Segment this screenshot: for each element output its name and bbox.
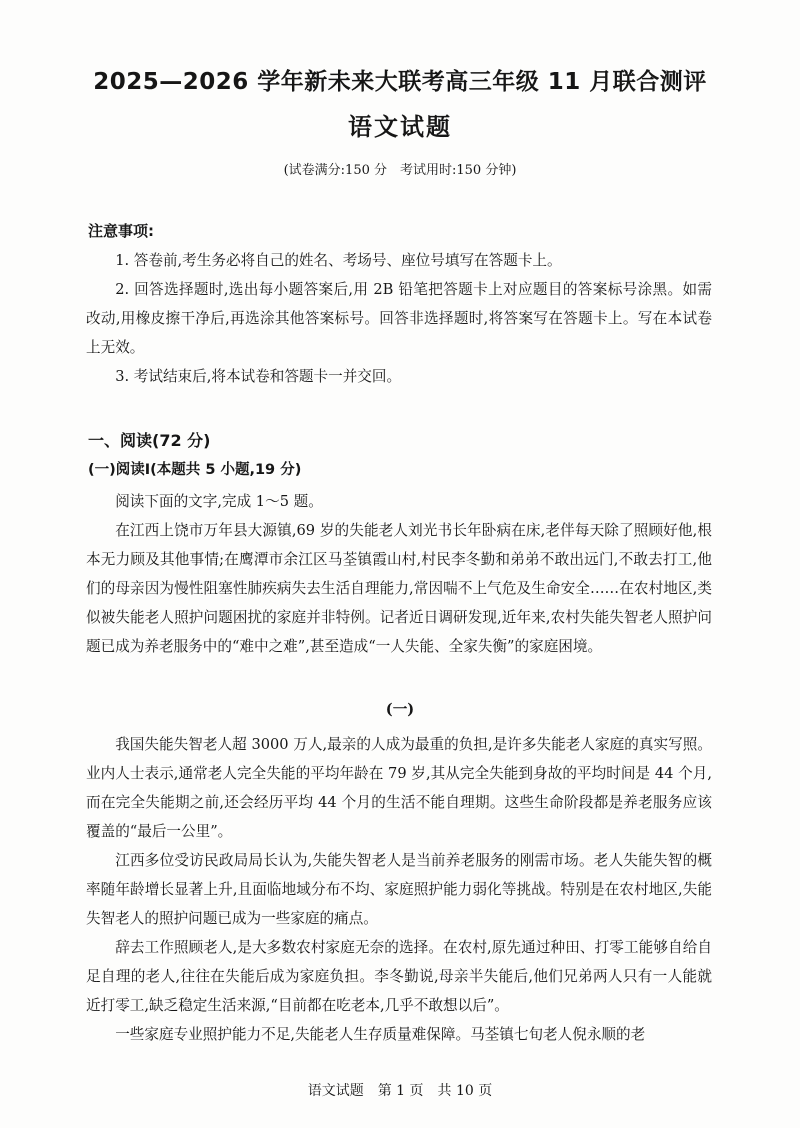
passage-intro: [86, 516, 712, 661]
instruction-text: 阅读下面的文字,完成 1～5 题。: [115, 493, 323, 510]
section-heading: 一、阅读(72 分): [88, 431, 211, 450]
notice-item: 3. 考试结束后,将本试卷和答题卡一并交回。: [115, 368, 402, 385]
notice-heading: 注意事项:: [88, 222, 154, 240]
passage-paragraph: 一些家庭专业照护能力不足,失能老人生存质量难保障。马荃镇七旬老人倪永顺的老: [115, 1026, 646, 1043]
page-footer: 语文试题 第 1 页 共 10 页: [307, 1083, 493, 1099]
exam-info: (试卷满分:150 分 考试用时:150 分钟): [283, 163, 517, 178]
exam-title: 2025—2026 学年新未来大联考高三年级 11 月联合测评: [93, 69, 707, 95]
passage-body: [86, 730, 712, 1049]
intro-paragraph: 在江西上饶市万年县大源镇,69 岁的失能老人刘光书长年卧病在床,老伴每天除了照顾好他,根本无力顾及其他事情;在鹰潭市余江区马荃镇霞山村,村民李冬勤和弟弟不敢出远门,不敢去打工,他们的母亲因为慢性阻塞性肺疾病失去生活自理能力,常因喘不上气危及生命安全……在农村地区,类似被失能老人照护问题困扰的家庭并非特例。记者近日调研发现,近年来,农村失能失智老人照护问题已成为养老服务中的“难中之难”,甚至造成“一人失能、全家失衡”的家庭困境。: [86, 522, 712, 655]
passage-paragraph: 江西多位受访民政局局长认为,失能失智老人是当前养老服务的刚需市场。老人失能失智的概率随年龄增长显著上升,且面临地域分布不均、家庭照护能力弱化等挑战。特别是在农村地区,失能失智老人的照护问题已成为一些家庭的痛点。: [86, 852, 712, 927]
passage-paragraph: 辞去工作照顾老人,是大多数农村家庭无奈的选择。在农村,原先通过种田、打零工能够自给自足自理的老人,往往在失能后成为家庭负担。李冬勤说,母亲半失能后,他们兄弟两人只有一人能就近打零工,缺乏稳定生活来源,“目前都在吃老本,几乎不敢想以后”。: [86, 939, 712, 1014]
exam-subject: 语文试题: [348, 113, 452, 141]
subsection-heading: (一)阅读Ⅰ(本题共 5 小题,19 分): [88, 462, 302, 478]
passage-paragraph: 我国失能失智老人超 3000 万人,最亲的人成为最重的负担,是许多失能老人家庭的真实写照。业内人士表示,通常老人完全失能的平均年龄在 79 岁,其从完全失能到身故的平均时间是 44 个月,而在完全失能期之前,还会经历平均 44 个月的生活不能自理期。这些生命阶段都是养老服务应该覆盖的“最后一公里”。: [86, 736, 712, 840]
reading-instruction: [86, 487, 712, 516]
notice-item: 2. 回答选择题时,选出每小题答案后,用 2B 铅笔把答题卡上对应题目的答案标号涂黑。如需改动,用橡皮擦干净后,再选涂其他答案标号。回答非选择题时,将答案写在答题卡上。写在本试卷上无效。: [86, 281, 712, 356]
notice-item: 1. 答卷前,考生务必将自己的姓名、考场号、座位号填写在答题卡上。: [115, 252, 562, 269]
part-marker: (一): [385, 701, 415, 718]
notice-list: [86, 246, 712, 391]
